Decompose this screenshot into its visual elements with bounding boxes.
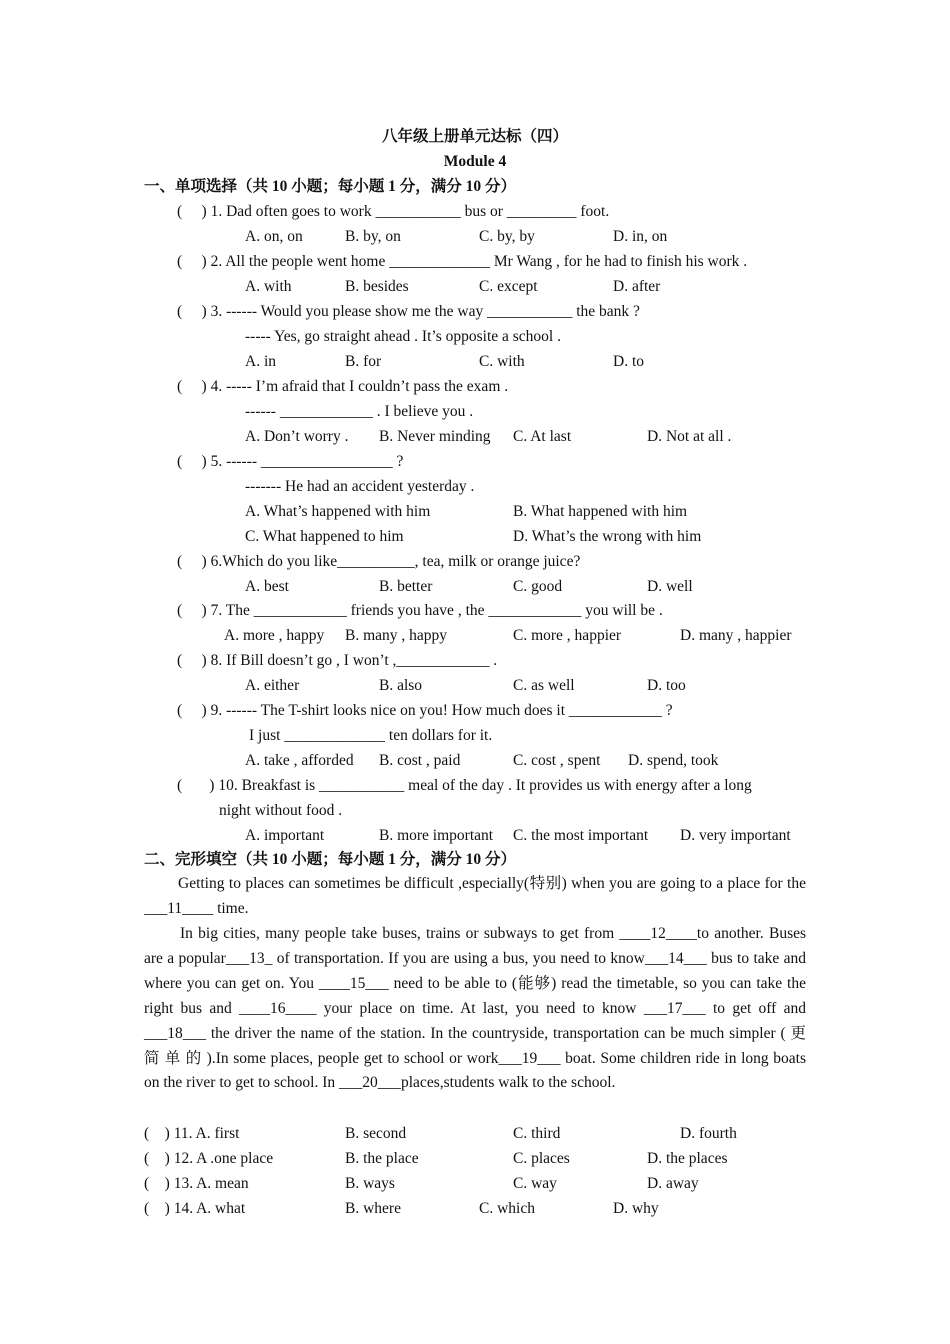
q13-option-d: D. away xyxy=(647,1175,699,1192)
q2-stem: ( ) 2. All the people went home _____________ Mr Wang , for he had to finish his work . xyxy=(177,253,748,270)
q4-option-b: B. Never minding xyxy=(379,428,491,445)
q11-option-d: D. fourth xyxy=(680,1125,737,1142)
q6-option-d: D. well xyxy=(647,578,693,595)
q3-stem: ( ) 3. ------ Would you please show me the way ___________ the bank ? xyxy=(177,303,640,320)
q7-option-a: A. more , happy xyxy=(224,627,325,644)
q11-option-c: C. third xyxy=(513,1125,561,1142)
section1-heading: 一、单项选择（共 10 小题；每小题 1 分，满分 10 分） xyxy=(144,178,517,195)
q7-option-c: C. more , happier xyxy=(513,627,622,644)
cloze-paragraph-2: In big cities, many people take buses, trains or subways to get from ____12____to another. Buses are a popular___13_ of transportation. If you are using a bus, you need to know___14___ bus to take and where you can get on. You ____15___ need to be able to (能够) read the timetable, so you can take the right bus and ____16____ your place on time. At last, you need to know ___17___ to get off and ___18___ the driver the name of the station. In the countryside, transportation can be much simpler ( 更 简 单 的 ).In some places, people get to school or work___19___ boat. Some children ride in long boats on the river to get to school. In ___20___places,students walk to the school. xyxy=(144,925,807,1092)
q9-option-a: A. take , afforded xyxy=(245,752,354,769)
q3-reply: ----- Yes, go straight ahead . It’s opposite a school . xyxy=(245,328,561,345)
q9-reply: I just _____________ ten dollars for it. xyxy=(249,727,493,744)
q13-stem: ( ) 13. A. mean xyxy=(144,1175,249,1192)
q2-option-a: A. with xyxy=(245,278,292,295)
q7-stem: ( ) 7. The ____________ friends you have , the ____________ you will be . xyxy=(177,602,663,619)
q8-option-a: A. either xyxy=(245,677,300,694)
blank-17: ___17___ xyxy=(643,999,706,1017)
q4-option-a: A. Don’t worry . xyxy=(245,428,349,445)
q9-option-b: B. cost , paid xyxy=(379,752,461,769)
q10-option-b: B. more important xyxy=(379,827,494,844)
q4-option-d: D. Not at all . xyxy=(647,428,732,445)
blank-19: ___19___ xyxy=(498,1049,561,1067)
q1-stem: ( ) 1. Dad often goes to work ___________ bus or _________ foot. xyxy=(177,203,610,220)
q10-option-c: C. the most important xyxy=(513,827,649,844)
q1-option-a: A. on, on xyxy=(245,228,303,245)
q11-option-b: B. second xyxy=(345,1125,407,1142)
blank-16: ____16____ xyxy=(239,999,317,1017)
q14-option-c: C. which xyxy=(479,1200,535,1217)
q12-stem: ( ) 12. A .one place xyxy=(144,1150,274,1167)
q3-option-a: A. in xyxy=(245,353,276,370)
blank-12: ____12____ xyxy=(619,925,697,942)
q2-option-b: B. besides xyxy=(345,278,409,295)
q5-option-d: D. What’s the wrong with him xyxy=(513,528,702,545)
q4-option-c: C. At last xyxy=(513,428,572,445)
q2-option-c: C. except xyxy=(479,278,538,295)
section2-heading: 二、完形填空（共 10 小题；每小题 1 分，满分 10 分） xyxy=(144,851,517,868)
q14-stem: ( ) 14. A. what xyxy=(144,1200,246,1217)
q5-option-a: A. What’s happened with him xyxy=(245,503,431,520)
q12-option-d: D. the places xyxy=(647,1150,728,1167)
q10-stem-cont: night without food . xyxy=(219,802,343,819)
q11-stem: ( ) 11. A. first xyxy=(144,1125,240,1142)
page-title: 八年级上册单元达标（四） xyxy=(381,128,568,145)
blank-15: ____15___ xyxy=(318,974,389,992)
blank-14: ___14___ xyxy=(644,949,707,967)
blank-13: ___13_ xyxy=(225,949,273,967)
q12-option-b: B. the place xyxy=(345,1150,419,1167)
q6-option-b: B. better xyxy=(379,578,433,595)
q8-option-b: B. also xyxy=(379,677,423,694)
q6-option-c: C. good xyxy=(513,578,563,595)
q10-option-d: D. very important xyxy=(680,827,791,844)
q4-stem: ( ) 4. ----- I’m afraid that I couldn’t pass the exam . xyxy=(177,378,509,395)
q9-option-d: D. spend, took xyxy=(628,752,719,769)
q5-option-c: C. What happened to him xyxy=(245,528,404,545)
q6-option-a: A. best xyxy=(245,578,289,595)
q5-reply: ------- He had an accident yesterday . xyxy=(245,478,475,495)
q10-stem: ( ) 10. Breakfast is ___________ meal of the day . It provides us with energy after a long xyxy=(177,777,752,794)
q1-option-b: B. by, on xyxy=(345,228,401,245)
q14-option-b: B. where xyxy=(345,1200,401,1217)
q7-option-b: B. many , happy xyxy=(345,627,448,644)
blank-18: ___18___ xyxy=(144,1024,206,1042)
q8-option-d: D. too xyxy=(647,677,686,694)
q1-option-c: C. by, by xyxy=(479,228,535,245)
q13-option-b: B. ways xyxy=(345,1175,395,1192)
q3-option-c: C. with xyxy=(479,353,525,370)
q4-reply: ------ ____________ . I believe you . xyxy=(245,403,474,420)
blank-11: ___11____ xyxy=(144,899,214,917)
q14-option-d: D. why xyxy=(613,1200,659,1217)
module-subtitle: Module 4 xyxy=(443,153,507,170)
q3-option-b: B. for xyxy=(345,353,382,370)
cloze-paragraph-1: Getting to places can sometimes be difficult ,especially(特别) when you are going to a place for the ___11____ time. xyxy=(144,875,806,917)
q1-option-d: D. in, on xyxy=(613,228,668,245)
q6-stem: ( ) 6.Which do you like__________, tea, milk or orange juice? xyxy=(177,553,581,570)
q9-option-c: C. cost , spent xyxy=(513,752,601,769)
q8-option-c: C. as well xyxy=(513,677,575,694)
q13-option-c: C. way xyxy=(513,1175,557,1192)
q2-option-d: D. after xyxy=(613,278,661,295)
q8-stem: ( ) 8. If Bill doesn’t go , I won’t ,____________ . xyxy=(177,652,498,669)
q5-option-b: B. What happened with him xyxy=(513,503,688,520)
blank-20: ___20___ xyxy=(339,1074,401,1092)
q12-option-c: C. places xyxy=(513,1150,570,1167)
q10-option-a: A. important xyxy=(245,827,325,844)
q5-stem: ( ) 5. ------ _________________ ? xyxy=(177,453,404,470)
q9-stem: ( ) 9. ------ The T-shirt looks nice on you! How much does it ____________ ? xyxy=(177,702,673,719)
q7-option-d: D. many , happier xyxy=(680,627,792,644)
q3-option-d: D. to xyxy=(613,353,644,370)
